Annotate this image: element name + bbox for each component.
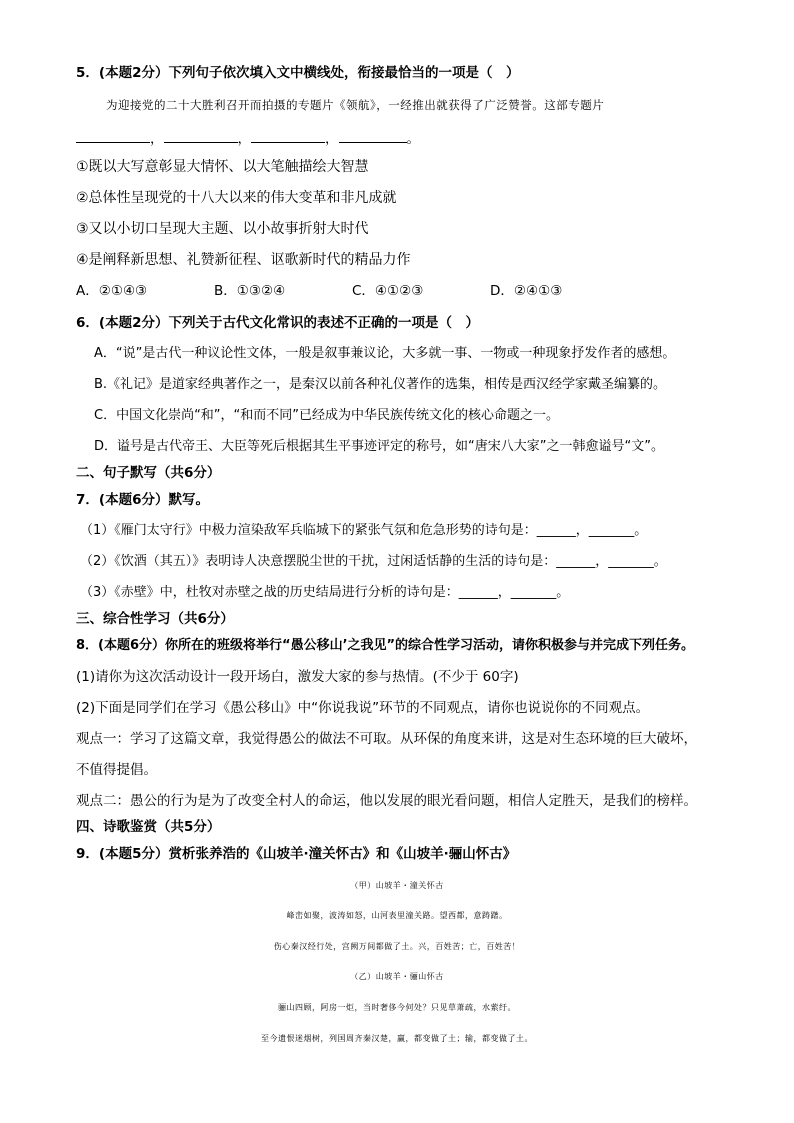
q8-task-1: (1)请你为这次活动设计一段开场白，激发大家的参与热情。(不少于 60字) [76, 669, 519, 685]
section-2-title: 二、句子默写（共6分） [76, 465, 221, 481]
q6-option-d: D．谥号是古代帝王、大臣等死后根据其生平事迹评定的称号，如“唐宋八大家”之一韩愈谥号“文”。 [94, 439, 664, 454]
q8-view-1-line-2: 不值得提倡。 [76, 762, 157, 778]
q5-item-2: ②总体性呈现党的十八大以来的伟大变革和非凡成就 [76, 190, 397, 206]
q5-blanks [76, 128, 420, 148]
q7-item-2: （2）《饮酒（其五）》表明诗人决意摆脱尘世的干扰，过闲适恬静的生活的诗句是：______，_______。 [80, 554, 667, 569]
blank-separator: ， [150, 131, 164, 147]
q5-option-d: D．②④①③ [490, 283, 563, 299]
q6-option-a: A．“说”是古代一种议论性文体，一般是叙事兼议论，大多就一事、一物或一种现象抒发作者的感想。 [94, 346, 676, 361]
blank-line [76, 128, 150, 143]
q6-option-c: C．中国文化崇尚“和”，“和而不同”已经成为中华民族传统文化的核心命题之一。 [94, 408, 560, 423]
poem-1-line-2: 伤心秦汉经行处，宫阙万间都做了土。兴，百姓苦；亡，百姓苦！ [273, 942, 521, 951]
q8-view-2: 观点二：愚公的行为是为了改变全村人的命运，他以发展的眼光看问题，相信人定胜天，是我们的榜样。 [76, 793, 697, 809]
q7-item-3: （3）《赤壁》中，杜牧对赤壁之战的历史结局进行分析的诗句是：______，_______。 [80, 585, 570, 600]
poem-2-line-2: 至今遗恨迷烟树，列国周齐秦汉楚，赢，都变做了土；输，都变做了土。 [261, 1034, 533, 1043]
blank-line [164, 128, 238, 143]
q5-passage: 为迎接党的二十大胜利召开而拍摄的专题片《领航》，一经推出就获得了广泛赞誉。这部专题片 [106, 98, 605, 112]
poem-2-line-1: 骊山四顾，阿房一炬，当时奢侈今何处？只见草萧疏，水萦纡。 [278, 1003, 516, 1012]
blank-end: 。 [406, 131, 420, 147]
q5-stem: 5．(本题2分）下列句子依次填入文中横线处，衔接最恰当的一项是（ ） [76, 65, 520, 81]
q7-stem: 7．(本题6分）默写。 [76, 492, 209, 508]
q6-option-b: B.《礼记》是道家经典著作之一，是秦汉以前各种礼仪著作的选集，相传是西汉经学家戴圣编纂的。 [94, 377, 667, 392]
blank-line [251, 128, 325, 143]
q8-view-1-line-1: 观点一：学习了这篇文章，我觉得愚公的做法不可取。从环保的角度来讲，这是对生态环境的巨大破坏， [76, 731, 697, 747]
q7-item-1: （1）《雁门太守行》中极力渲染敌军兵临城下的紧张气氛和危急形势的诗句是：______，_______。 [80, 523, 648, 538]
q5-option-a: A．②①④③ [76, 283, 148, 299]
q5-item-4: ④是阐释新思想、礼赞新征程、讴歌新时代的精品力作 [76, 252, 411, 268]
q5-option-b: B．①③②④ [214, 283, 286, 299]
q5-item-1: ①既以大写意彰显大情怀、以大笔触描绘大智慧 [76, 159, 369, 175]
poem-1-title: （甲）山坡羊・潼关怀古 [350, 881, 444, 890]
q6-stem: 6．(本题2分）下列关于古代文化常识的表述不正确的一项是（ ） [76, 315, 479, 331]
blank-line [339, 128, 407, 143]
q5-item-3: ③又以小切口呈现大主题、以小故事折射大时代 [76, 221, 369, 237]
q9-stem: 9．(本题5分）赏析张养浩的《山坡羊·潼关怀古》和《山坡羊·骊山怀古》 [76, 846, 517, 862]
q5-option-c: C．④①②③ [352, 283, 424, 299]
section-4-title: 四、诗歌鉴赏（共5分） [76, 819, 221, 835]
section-3-title: 三、综合性学习（共6分） [76, 611, 234, 627]
q8-stem: 8．(本题6分）你所在的班级将举行“愚公移山’之我见”的综合性学习活动，请你积极参与并完成下列任务。 [76, 638, 695, 653]
poem-1-line-1: 峰峦如聚，波涛如怒，山河表里潼关路。望西都，意踌躇。 [286, 911, 508, 920]
poem-2-title: （乙）山坡羊・骊山怀古 [350, 972, 444, 981]
blank-separator: ， [325, 131, 339, 147]
q8-task-2: (2)下面是同学们在学习《愚公移山》中“你说我说”环节的不同观点，请你也说说你的不同观点。 [76, 700, 650, 716]
blank-separator: ， [237, 131, 251, 147]
